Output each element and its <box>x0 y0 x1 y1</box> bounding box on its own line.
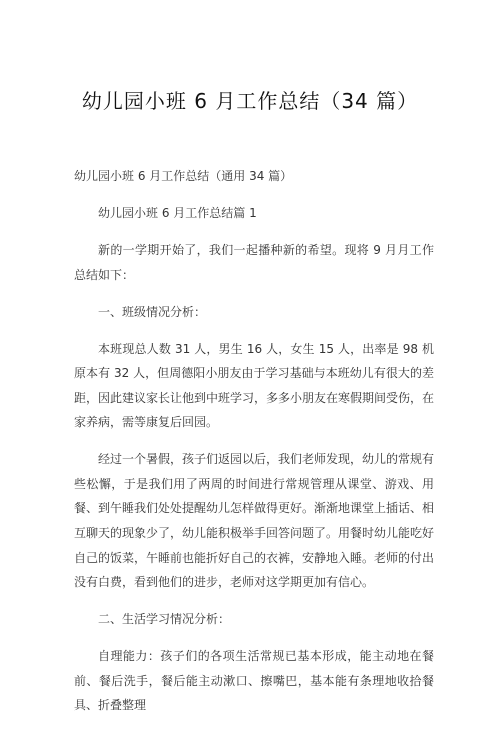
paragraph-section-heading: 幼儿园小班 6 月工作总结篇 1 <box>98 205 257 220</box>
paragraph-intro: 新的一学期开始了，我们一起播种新的希望。现将 9 月月工作总结如下： <box>74 242 434 282</box>
paragraph-class-stats: 本班现总人数 31 人，男生 16 人，女生 15 人，出率是 98 机原本有 32 人，但周德阳小朋友由于学习基础与本班幼儿有很大的差距，因此建议家长让他到中班学习，多多小朋友在寒假期间受伤，在家养病，需等康复后回园。 <box>74 341 435 430</box>
paragraph-heading-class-analysis: 一、班级情况分析： <box>98 304 207 319</box>
paragraph-subtitle: 幼儿园小班 6 月工作总结（通用 34 篇） <box>74 169 293 183</box>
paragraph-routine-management: 经过一个暑假，孩子们返园以后，我们老师发现，幼儿的常规有些松懈，于是我们用了两周的时间进行常规管理从课堂、游戏、用餐、到午睡我们处处提醒幼儿怎样做得更好。渐渐地课堂上插话、相互聊天的现象少了，幼儿能积极举手回答问题了。用餐时幼儿能吃好自己的饭菜，午睡前也能折好自己的衣裤，安静地入睡。老师的付出没有白费，看到他们的进步，老师对这学期更加有信心。 <box>74 452 435 590</box>
paragraph-heading-life-study: 二、生活学习情况分析： <box>98 612 231 627</box>
document-body <box>74 164 434 730</box>
paragraph-self-care: 自理能力：孩子们的各项生活常规已基本形成，能主动地在餐前、餐后洗手，餐后能主动漱口、擦嘴巴，基本能有条理地收拾餐具、折叠整理 <box>74 649 434 713</box>
document-title: 幼儿园小班 6 月工作总结（34 篇） <box>81 89 419 113</box>
